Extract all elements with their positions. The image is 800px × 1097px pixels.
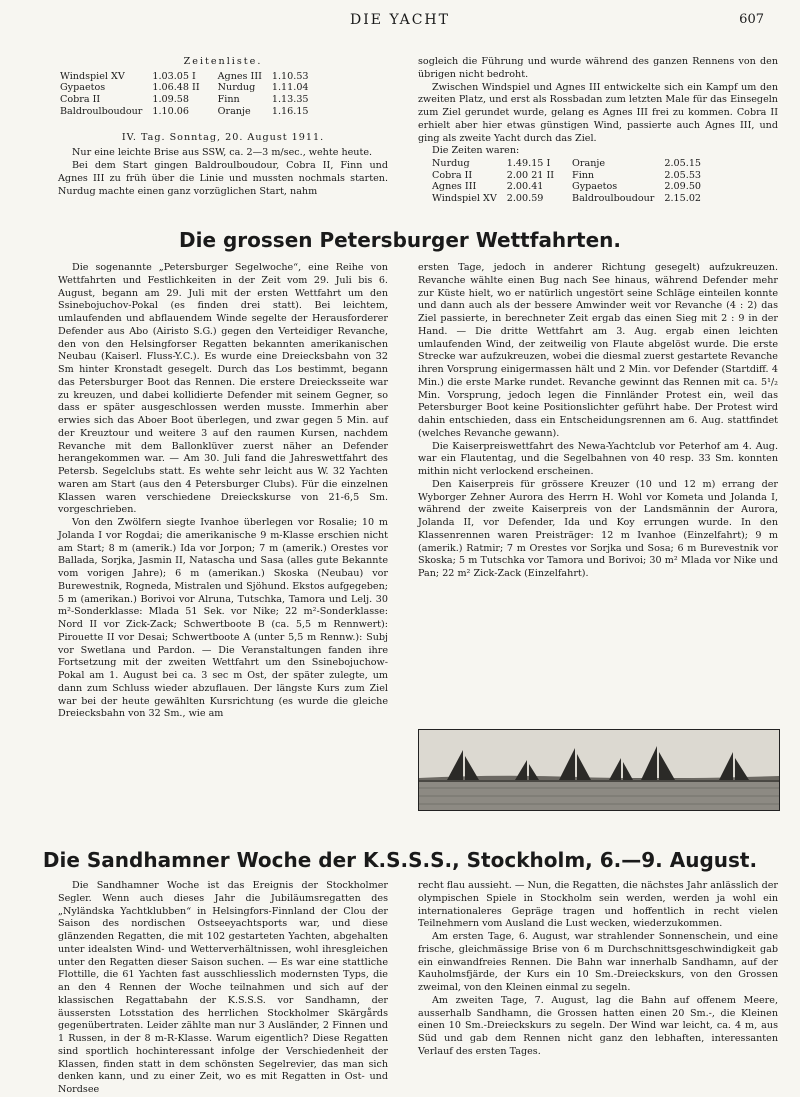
yacht-name-cell: Agnes III bbox=[432, 181, 477, 193]
time-cell: 2.00.59 bbox=[506, 193, 544, 205]
times-intro: Die Zeiten waren: bbox=[432, 145, 520, 157]
paragraph: Am ersten Tage, 6. August, war strahlender Sonnenschein, und eine frische, gleichmässige Brise von 6 m Durchschnittsgeschwindigkeit gab ein einwandfreies Rennen. Die Bahn war innerhalb Sandhamn, auf der Kauholmsfjärde, der Kurs ein 10 Sm.-Dreieckskurs, von den Grossen zweimal, von den Kleinen einmal zu segeln. bbox=[418, 931, 778, 993]
paragraph: Den Kaiserpreis für grössere Kreuzer (10 und 12 m) errang der Wyborger Zehner Aurora des Herrn H. Wohl vor Kometa und Jolanda I, während der zweite Kaiserpreis von der Landsmännin der Aurora, Jolanda II, vor Defender, Ida und Koy errungen wurde. In den Klassenrennen waren Preisträger: 12 m Ivanhoe (Einzelfahrt); 9 m (amerik.) Ratmir; 7 m Orestes vor Sorjka und Sosa; 6 m Burevestnik vor Skoska; 5 m Tutschka vor Tamora und Borivoi; 30 m² Mlada vor Nike und Pan; 22 m² Zick-Zack (Einzelfahrt). bbox=[418, 478, 778, 579]
paragraph: Die Kaiserpreiswettfahrt des Newa-Yachtclub vor Peterhof am 4. Aug. war ein Flautentag, und die Segelbahnen von 40 resp. 33 Sm. konnten mithin nicht verlockend erscheinen. bbox=[418, 440, 778, 477]
section-title: Die Sandhamner Woche der K.S.S.S., Stockholm, 6.—9. August. bbox=[42, 848, 758, 872]
paragraph: Am zweiten Tage, 7. August, lag die Bahn auf offenem Meere, ausserhalb Sandhamn, die Grossen hatten einen 20 Sm.-, die Kleinen einen 10 Sm.-Dreieckskurs zu segeln. Der Wind war leicht, ca. 4 m, aus Süd und gab dem Rennen nicht ganz den lebhaften, interessanten Verlauf des ersten Tages. bbox=[418, 994, 778, 1057]
time-cell: 1.49.15 I bbox=[506, 158, 551, 169]
yacht-name-cell: Windspiel XV bbox=[60, 70, 125, 82]
section1-left-column bbox=[58, 262, 388, 721]
yacht-name-cell: Nurdug bbox=[217, 82, 256, 94]
times-list-title: Zeitenliste. bbox=[183, 56, 263, 67]
section-title: Die grossen Petersburger Wettfahrten. bbox=[178, 228, 621, 252]
time-cell: 1.03.05 I bbox=[152, 70, 196, 82]
time-cell: 2.09.50 bbox=[664, 181, 702, 193]
top-left-column bbox=[58, 56, 388, 198]
yacht-name-cell: Gypaetos bbox=[572, 181, 618, 193]
yacht-name-cell: Oranje bbox=[217, 105, 251, 117]
paragraph: Von den Zwölfern siegte Ivanhoe überlegen vor Rosalie; 10 m Jolanda I vor Rogdai; die amerikanische 9 m-Klasse erschien nicht am Start; 8 m (amerik.) Ida vor Jorpon; 7 m (amerik.) Orestes vor Ballada, Sorjka, Jasmin II, Natascha und Sasa (alles gute Bekannte vom vorigen Jahre); 6 m (amerikan.) Skoska (Neubau) vor Burewestnik, Rogneda, Mistralen und Sjöhund. Ekstos aufgegeben; 5 m (amerikan.) Borivoi vor Alruna, Tutschka, Tamora und Lelj. 30 m²-Sonderklasse: Mlada 51 Sek. vor Nike; 22 m²-Sonderklasse: Nord II vor Zick-Zack; Schwertboote B (ca. 5,5 m Rennwert): Pirouette II vor Desai; Schwertboote A (unter 5,5 m Rennw.): Subj vor Swetlana und Pardon. — Die Veranstaltungen fanden ihre Fortsetzung mit der zweiten Wettfahrt um den Ssinebojuchow-Pokal am 1. August bei ca. 3 sec m Ost, der später zulegte, um dann zum Schluss wieder abzuflauen. Der längste Kurs zum Ziel war bei der heute gewählten Kursrichtung (es wurde die gleiche Dreiecksbahn von 32 Sm., wie am bbox=[58, 517, 388, 720]
section1-right-column bbox=[418, 262, 778, 581]
paragraph: ersten Tage, jedoch in anderer Richtung gesegelt) aufzukreuzen. Revanche wählte einen Bug nach See hinaus, während Defender mehr zur Küste hielt, wo er natürlich ungestört seine Schläge einteilen konnte und dann auch als der bessere Amwinder weit vor Revanche (4 : 2) das Ziel passierte, in berechneter Zeit ergab das einen Sieg mit 2 : 9 in der Hand. — Die dritte Wettfahrt am 3. Aug. ergab einen leichten umlaufenden Wind, der zeitweilig von Flaute abgelöst wurde. Die erste Strecke war aufzukreuzen, wobei die diesmal zuerst gestartete Revanche ihren Vorsprung einigermassen hält und 2 Min. vor Defender (Startdiff. 4 Min.) die erste Marke rundet. Revanche gewinnt das Rennen mit ca. 5¹/₂ Min. Vorsprung, jedoch legen die Finnländer Protest ein, weil das Petersburger Boot keine Positionslichter geführt habe. Der Protest wird dahin entschieden, dass ein Entscheidungsrennen am 6. Aug. stattfindet (welches Revanche gewann). bbox=[418, 262, 778, 439]
yacht-name-cell: Windspiel XV bbox=[432, 193, 497, 205]
yacht-name-cell: Agnes III bbox=[217, 70, 262, 82]
time-cell: 1.09.58 bbox=[152, 94, 189, 106]
table-row bbox=[60, 94, 315, 106]
time-cell: 2.00 21 II bbox=[506, 169, 555, 181]
running-title: DIE YACHT bbox=[350, 12, 450, 28]
time-cell: 1.10.53 bbox=[271, 70, 309, 82]
paragraph: sogleich die Führung und wurde während des ganzen Rennens von den übrigen nicht bedroht. bbox=[418, 56, 778, 80]
paragraph: Nur eine leichte Brise aus SSW, ca. 2—3 m/sec., wehte heute. bbox=[72, 147, 373, 159]
time-cell: 1.11.04 bbox=[271, 82, 309, 94]
time-cell: 2.05.53 bbox=[664, 169, 702, 181]
paragraph: recht flau aussieht. — Nun, die Regatten, die nächstes Jahr anlässlich der olympischen Spiele in Stockholm sein werden, werden ja wohl ein internationaleres Gepräge tragen und hoffentlich in recht vielen Teilnehmern vom Ausland die Lust wecken, wiederzukommen. bbox=[418, 880, 778, 930]
times-table-day4 bbox=[432, 158, 707, 205]
time-cell: 2.00.41 bbox=[506, 181, 544, 193]
yacht-name-cell: Nurdug bbox=[432, 158, 470, 169]
sailing-regatta-illustration bbox=[418, 729, 780, 811]
yacht-name-cell: Gypaetos bbox=[60, 82, 106, 94]
time-cell: 1.10.06 bbox=[152, 105, 189, 117]
table-row bbox=[432, 158, 707, 170]
section2-left-column bbox=[58, 880, 388, 1097]
yacht-name-cell: Finn bbox=[572, 169, 595, 181]
yacht-name-cell: Cobra II bbox=[60, 94, 101, 106]
paragraph: Die Sandhamner Woche ist das Ereignis der Stockholmer Segler. Wenn auch dieses Jahr die Jubiläumsregatten des „Nyländska Yachtklubben“ in Helsingfors-Finnland der Clou der Saison des nordischen Ostseeyachtsports war, und diese glänzenden Regatten, die mit 102 gestarteten Yachten, abgehalten unter idealsten Wind- und Wetterverhältnissen, wohl ihresgleichen unter den Regatten dieser Saison suchen. — Es war eine stattliche Flottille, die 61 Yachten fast ausschliesslich modernsten Typs, die an den 4 Rennen der Woche teilnahmen und sich auf der klassischen Regattabahn der K.S.S.S. vor Sandhamn, der äussersten Lotsstation des herrlichen Stockholmer Skärgårds gegenübertraten. Leider zählte man nur 3 Ausländer, 2 Finnen und 1 Russen, in der 8 m-R-Klasse. Warum eigentlich? Diese Regatten sind sportlich hochinteressant infolge der Verschiedenheit der Klassen, finden statt in dem schönsten Segelrevier, das man sich denken kann, und zu einer Zeit, wo es mit Regatten in Ost- und Nordsee bbox=[58, 880, 388, 1095]
top-right-column bbox=[418, 56, 778, 205]
paragraph: Bei dem Start gingen Baldroulboudour, Cobra II, Finn und Agnes III zu früh über die Linie und mussten nochmals starten. Nurdug machte einen ganz vorzüglichen Start, nahm bbox=[58, 160, 388, 197]
time-cell: 1.13.35 bbox=[271, 94, 309, 106]
time-cell: 2.05.15 bbox=[664, 158, 702, 169]
table-row bbox=[432, 193, 707, 205]
time-cell: 2.15.02 bbox=[664, 193, 702, 205]
table-row bbox=[432, 170, 707, 182]
table-row bbox=[60, 82, 315, 94]
yacht-name-cell: Baldroulboudour bbox=[572, 193, 655, 205]
section2-right-column bbox=[418, 880, 778, 1059]
yacht-name-cell: Finn bbox=[217, 94, 240, 106]
time-cell: 1.06.48 II bbox=[152, 82, 200, 94]
page-number: 607 bbox=[739, 12, 764, 27]
day-heading: IV. Tag. Sonntag, 20. August 1911. bbox=[121, 131, 325, 143]
yacht-name-cell: Baldroulboudour bbox=[60, 105, 143, 117]
times-table-day3 bbox=[60, 71, 315, 118]
table-row bbox=[60, 106, 315, 118]
time-cell: 1.16.15 bbox=[271, 105, 309, 117]
table-row bbox=[432, 181, 707, 193]
paragraph: Zwischen Windspiel und Agnes III entwickelte sich ein Kampf um den zweiten Platz, und erst als Rossbadan zum letzten Male für das Einsegeln zum Ziel gerundet wurde, gelang es Agnes III frei zu kommen. Cobra II erhielt aber hier etwas günstigen Wind, passierte auch Agnes III, und ging als zweite Yacht durch das Ziel. bbox=[418, 81, 778, 144]
yacht-name-cell: Cobra II bbox=[432, 169, 473, 181]
sailboats-image bbox=[419, 730, 779, 810]
paragraph: Die sogenannte „Petersburger Segelwoche“, eine Reihe von Wettfahrten und Festlichkeiten in der Zeit vom 29. Juli bis 6. August, begann am 29. Juli mit der ersten Wettfahrt um den Ssinebojuchov-Pokal (es finden drei statt). Bei leichtem, umlaufenden und abflauendem Winde segelte der Herausforderer Defender aus Abo (Airisto S.G.) gegen den Verteidiger Revanche, den von den Helsingforser Regatten bekannten amerikanischen Neubau (Kaiserl. Fluss-Y.C.). Es wurde eine Dreiecksbahn von 32 Sm hinter Kronstadt gesegelt. Durch das Los bestimmt, begann das Petersburger Boot das Rennen. Die erstere Dreiecksseite war zu kreuzen, und dabei kollidierte Defender mit seinem Gegner, so dass er später ausgeschlossen werden musste. Immerhin aber erwies sich das Aboer Boot überlegen, und zwar gegen 5 Min. auf der Kreuztour und weitere 3 auf den raumen Kursen, nachdem Revanche mit dem Ballonklüver zuerst näher an Defender herangekommen war. — Am 30. Juli fand die Jahreswettfahrt des Petersb. Segelclubs statt. Es wehte sehr leicht aus W. 32 Yachten waren am Start (aus den 4 Petersburger Clubs). Für die einzelnen Klassen waren verschiedene Dreieckskurse von 21-6,5 Sm. vorgeschrieben. bbox=[58, 262, 388, 516]
yacht-name-cell: Oranje bbox=[572, 158, 606, 169]
table-row bbox=[60, 71, 315, 83]
